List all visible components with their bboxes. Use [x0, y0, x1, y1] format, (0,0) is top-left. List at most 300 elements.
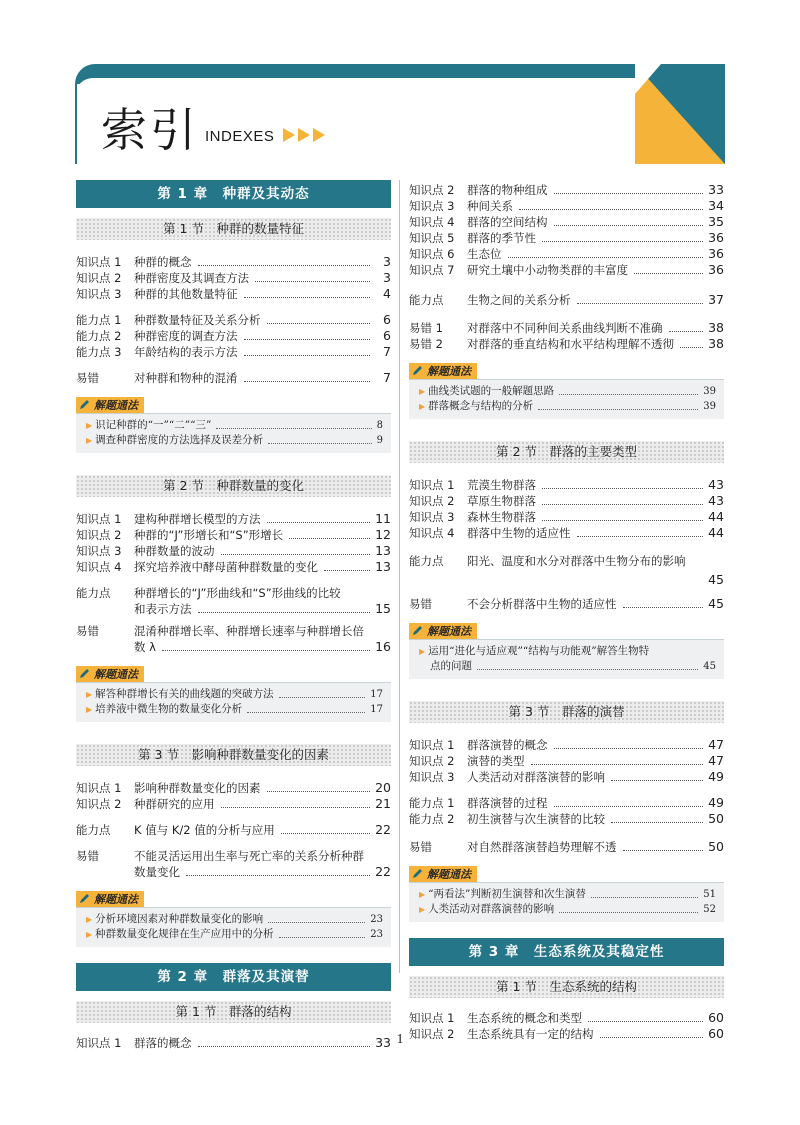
page-ref: 45 — [708, 596, 724, 611]
page-ref: 21 — [375, 796, 391, 811]
page-ref: 39 — [703, 401, 716, 412]
toc-entry[interactable] — [76, 328, 391, 344]
solution-item[interactable] — [86, 702, 383, 717]
entry-key: 知识点 1 — [76, 512, 122, 526]
toc-entry[interactable] — [76, 796, 391, 812]
entry-title: 研究土壤中小动物类群的丰富度 — [467, 263, 628, 277]
toc-entry[interactable] — [409, 795, 724, 811]
page-ref: 17 — [370, 704, 383, 715]
toc-entry[interactable] — [76, 344, 391, 360]
leader-dots — [611, 822, 703, 823]
solution-methods-label — [76, 666, 144, 682]
entry-key: 能力点 — [409, 293, 444, 307]
page-ref: 16 — [375, 639, 391, 654]
toc-entry[interactable] — [409, 214, 724, 230]
page-ref: 47 — [708, 753, 724, 768]
leader-dots — [542, 241, 703, 242]
toc-entry[interactable] — [409, 246, 724, 262]
toc-group — [76, 780, 391, 812]
section-heading: 第 2 节 群落的主要类型 — [409, 441, 724, 463]
leader-dots — [577, 536, 704, 537]
entry-key: 知识点 1 — [76, 255, 122, 269]
entry-title: 影响种群数量变化的因素 — [134, 781, 261, 795]
toc-entry[interactable] — [409, 811, 724, 827]
solution-label-text: 解题通法 — [94, 668, 138, 681]
solution-methods-block — [76, 888, 391, 947]
page-ref: 23 — [370, 914, 383, 925]
entry-title: 探究培养液中酵母菌种群数量的变化 — [134, 560, 318, 574]
toc-entry[interactable] — [76, 848, 391, 880]
entry-key: 能力点 1 — [409, 796, 455, 810]
bullet-triangle-icon: ▶ — [419, 905, 426, 914]
toc-entry[interactable] — [409, 292, 724, 308]
toc-entry[interactable] — [409, 493, 724, 509]
bullet-triangle-icon: ▶ — [419, 647, 426, 656]
solution-methods-block — [409, 360, 724, 419]
header-left-rule — [75, 84, 77, 164]
solution-item[interactable] — [419, 887, 716, 902]
toc-entry[interactable] — [409, 553, 724, 588]
entry-title: 不能灵活运用出生率与死亡率的关系分析种群 — [134, 849, 364, 863]
page-number: 1 — [396, 1032, 404, 1047]
leader-dots — [244, 297, 371, 298]
entry-title: 种群的“J”形增长和“S”形增长 — [134, 528, 284, 542]
page-ref: 13 — [375, 543, 391, 558]
entry-key: 能力点 3 — [76, 345, 122, 359]
solution-methods-list — [76, 682, 391, 722]
bullet-triangle-icon: ▶ — [86, 421, 93, 430]
leader-dots — [634, 273, 703, 274]
page-ref: 20 — [375, 780, 391, 795]
entry-title: 种间关系 — [467, 199, 513, 213]
entry-title: 混淆种群增长率、种群增长速率与种群增长倍 — [134, 624, 364, 638]
entry-title: 群落演替的过程 — [467, 796, 548, 810]
solution-label-text: 解题通法 — [427, 868, 471, 881]
solution-item[interactable] — [86, 927, 383, 942]
toc-entry[interactable] — [76, 623, 391, 655]
entry-key: 易错 2 — [409, 337, 443, 351]
entry-title: 对自然群落演替趋势理解不透 — [467, 840, 617, 854]
leader-dots — [216, 428, 371, 429]
entry-title: 生态系统具有一定的结构 — [467, 1027, 594, 1041]
toc-entry[interactable] — [409, 230, 724, 246]
solution-methods-block — [76, 394, 391, 453]
solution-title: 种群数量变化规律在生产应用中的分析 — [95, 928, 274, 940]
page-ref: 43 — [708, 493, 724, 508]
leader-dots — [279, 937, 366, 938]
solution-label-text: 解题通法 — [427, 625, 471, 638]
entry-key: 知识点 3 — [409, 510, 455, 524]
toc-entry[interactable] — [76, 543, 391, 559]
leader-dots — [559, 394, 698, 395]
bullet-triangle-icon: ▶ — [419, 387, 426, 396]
entry-title: 对群落中不同种间关系曲线判断不准确 — [467, 321, 663, 335]
leader-dots — [542, 520, 703, 521]
toc-entry[interactable] — [409, 320, 724, 336]
leader-dots — [244, 355, 371, 356]
toc-entry[interactable] — [76, 527, 391, 543]
entry-key: 能力点 2 — [409, 812, 455, 826]
leader-dots — [279, 697, 366, 698]
bullet-triangle-icon: ▶ — [419, 402, 426, 411]
bullet-triangle-icon: ▶ — [86, 690, 93, 699]
leader-dots — [577, 303, 704, 304]
page-ref: 11 — [375, 511, 391, 526]
toc-group — [409, 737, 724, 785]
solution-title: 曲线类试题的一般解题思路 — [428, 385, 555, 397]
entry-key: 知识点 2 — [76, 271, 122, 285]
page-ref: 6 — [383, 312, 391, 327]
leader-dots — [268, 922, 365, 923]
entry-key: 知识点 5 — [409, 231, 455, 245]
page-ref: 3 — [383, 254, 391, 269]
section-heading: 第 1 节 生态系统的结构 — [409, 976, 724, 998]
toc-entry[interactable] — [409, 839, 724, 855]
leader-dots — [244, 339, 371, 340]
entry-key: 能力点 — [76, 823, 111, 837]
index-header — [75, 64, 725, 164]
toc-entry[interactable] — [76, 511, 391, 527]
entry-key: 知识点 2 — [409, 494, 455, 508]
entry-title: 生态位 — [467, 247, 502, 261]
page-ref: 43 — [708, 477, 724, 492]
leader-dots — [554, 748, 704, 749]
page-ref: 44 — [708, 525, 724, 540]
leader-dots — [477, 669, 698, 670]
page-title-english: INDEXES — [205, 128, 275, 145]
solution-methods-block — [409, 863, 724, 922]
toc-entry[interactable] — [409, 737, 724, 753]
pencil-icon — [412, 868, 423, 879]
section-heading: 第 3 节 影响种群数量变化的因素 — [76, 744, 391, 766]
toc-entry[interactable] — [409, 596, 724, 612]
entry-key: 易错 1 — [409, 321, 443, 335]
entry-key: 知识点 1 — [409, 478, 455, 492]
pencil-icon — [79, 399, 90, 410]
page-ref: 17 — [370, 689, 383, 700]
entry-title: K 值与 K/2 值的分析与应用 — [134, 823, 275, 837]
entry-key: 知识点 2 — [409, 183, 455, 197]
solution-title: 群落概念与结构的分析 — [428, 400, 534, 412]
leader-dots — [554, 806, 704, 807]
entry-title: 种群的其他数量特征 — [134, 287, 238, 301]
entry-title: 对种群和物种的混淆 — [134, 371, 238, 385]
entry-title: 群落的物种组成 — [467, 183, 548, 197]
page-ref: 60 — [708, 1026, 724, 1041]
entry-title: 生物之间的关系分析 — [467, 293, 571, 307]
entry-key: 能力点 — [409, 554, 444, 568]
solution-item[interactable] — [86, 687, 383, 702]
entry-title-cont: 和表示方法 — [134, 602, 192, 616]
right-column — [409, 182, 724, 1042]
leader-dots — [267, 323, 371, 324]
entry-title: 种群增长的“J”形曲线和“S”形曲线的比较 — [134, 586, 341, 600]
entry-key: 知识点 2 — [409, 1027, 455, 1041]
bullet-triangle-icon: ▶ — [419, 890, 426, 899]
page-ref: 60 — [708, 1010, 724, 1025]
toc-group — [409, 182, 724, 278]
page-ref: 12 — [375, 527, 391, 542]
toc-entry[interactable] — [76, 780, 391, 796]
entry-title: 不会分析群落中生物的适应性 — [467, 597, 617, 611]
page-ref: 22 — [375, 864, 391, 879]
entry-title: 群落的季节性 — [467, 231, 536, 245]
toc-group — [409, 477, 724, 541]
page-ref: 36 — [708, 246, 724, 261]
solution-title: 人类活动对群落演替的影响 — [428, 903, 555, 915]
page-ref: 36 — [708, 230, 724, 245]
leader-dots — [669, 331, 704, 332]
leader-dots — [588, 1021, 703, 1022]
entry-key: 知识点 2 — [409, 754, 455, 768]
pencil-icon — [412, 625, 423, 636]
solution-item[interactable] — [419, 902, 716, 917]
entry-title: 种群的概念 — [134, 255, 192, 269]
leader-dots — [591, 897, 698, 898]
solution-methods-list — [409, 882, 724, 922]
leader-dots — [221, 554, 371, 555]
page-ref: 36 — [708, 262, 724, 277]
entry-key: 易错 — [76, 371, 99, 385]
toc-entry[interactable] — [76, 370, 391, 386]
entry-key: 能力点 1 — [76, 313, 122, 327]
entry-title: 对群落的垂直结构和水平结构理解不透彻 — [467, 337, 674, 351]
solution-methods-block — [409, 620, 724, 679]
page-ref: 3 — [383, 270, 391, 285]
page-ref: 39 — [703, 386, 716, 397]
entry-key: 知识点 2 — [76, 528, 122, 542]
solution-methods-list — [409, 639, 724, 679]
solution-methods-label — [409, 866, 477, 882]
entry-title: 群落的概念 — [134, 1036, 192, 1050]
triple-right-arrow-icon — [283, 128, 327, 142]
section-heading: 第 1 节 种群的数量特征 — [76, 218, 391, 240]
solution-item[interactable] — [419, 384, 716, 399]
entry-key: 知识点 4 — [409, 215, 455, 229]
solution-methods-label — [409, 363, 477, 379]
solution-title: 运用“进化与适应观”“结构与功能观”解答生物特 — [428, 645, 650, 657]
toc-entry[interactable] — [76, 822, 391, 838]
page-ref: 44 — [708, 509, 724, 524]
solution-title: 分析环境因素对种群数量变化的影响 — [95, 913, 264, 925]
bullet-triangle-icon: ▶ — [86, 436, 93, 445]
chapter-heading: 第 3 章 生态系统及其稳定性 — [409, 938, 724, 966]
entry-title: 草原生物群落 — [467, 494, 536, 508]
leader-dots — [244, 381, 371, 382]
corner-decoration-icon — [635, 64, 725, 164]
entry-key: 知识点 1 — [409, 1011, 455, 1025]
entry-title: 种群密度的调查方法 — [134, 329, 238, 343]
entry-key: 易错 — [409, 840, 432, 854]
page-ref: 6 — [383, 328, 391, 343]
leader-dots — [554, 193, 704, 194]
leader-dots — [268, 443, 371, 444]
page-ref: 49 — [708, 769, 724, 784]
leader-dots — [623, 607, 704, 608]
toc-entry[interactable] — [76, 270, 391, 286]
page-ref: 38 — [708, 320, 724, 335]
solution-methods-list — [76, 907, 391, 947]
toc-entry[interactable] — [409, 1010, 724, 1026]
leader-dots — [281, 833, 370, 834]
toc-entry[interactable] — [409, 509, 724, 525]
solution-label-text: 解题通法 — [94, 893, 138, 906]
section-heading: 第 3 节 群落的演替 — [409, 701, 724, 723]
toc-entry[interactable] — [409, 198, 724, 214]
solution-item[interactable] — [419, 644, 716, 674]
entry-title: 群落的空间结构 — [467, 215, 548, 229]
entry-key: 知识点 3 — [409, 770, 455, 784]
solution-methods-label — [76, 397, 144, 413]
page-ref: 45 — [708, 572, 724, 587]
page-ref: 4 — [383, 286, 391, 301]
leader-dots — [538, 409, 698, 410]
entry-key: 易错 — [76, 624, 99, 638]
toc-entry[interactable] — [409, 477, 724, 493]
entry-key: 知识点 6 — [409, 247, 455, 261]
leader-dots — [324, 570, 370, 571]
page-ref: 15 — [375, 601, 391, 616]
entry-key: 能力点 — [76, 586, 111, 600]
entry-title: 荒漠生物群落 — [467, 478, 536, 492]
toc-entry[interactable] — [76, 312, 391, 328]
entry-title-cont: 数量变化 — [134, 865, 180, 879]
leader-dots — [247, 712, 365, 713]
page-ref: 50 — [708, 811, 724, 826]
toc-entry[interactable] — [409, 336, 724, 352]
leader-dots — [508, 257, 704, 258]
entry-key: 知识点 3 — [76, 544, 122, 558]
entry-key: 知识点 1 — [76, 1036, 122, 1050]
leader-dots — [267, 522, 371, 523]
solution-label-text: 解题通法 — [427, 365, 471, 378]
page-ref: 33 — [375, 1035, 391, 1050]
leader-dots — [623, 850, 704, 851]
chapter-heading: 第 2 章 群落及其演替 — [76, 963, 391, 991]
page-ref: 47 — [708, 737, 724, 752]
toc-entry[interactable] — [76, 559, 391, 575]
entry-title: 人类活动对群落演替的影响 — [467, 770, 605, 784]
leader-dots — [289, 538, 370, 539]
toc-group — [76, 312, 391, 360]
column-divider — [399, 180, 400, 973]
leader-dots — [519, 209, 703, 210]
bullet-triangle-icon: ▶ — [86, 915, 93, 924]
solution-item[interactable] — [419, 399, 716, 414]
solution-title: 解答种群增长有关的曲线题的突破方法 — [95, 688, 274, 700]
leader-dots — [559, 912, 698, 913]
toc-group — [409, 795, 724, 827]
entry-key: 易错 — [76, 849, 99, 863]
leader-dots — [162, 650, 370, 651]
entry-key: 知识点 3 — [76, 287, 122, 301]
page-ref: 34 — [708, 198, 724, 213]
toc-group — [76, 511, 391, 575]
toc-entry[interactable] — [76, 286, 391, 302]
entry-title: 生态系统的概念和类型 — [467, 1011, 582, 1025]
entry-title: 群落演替的概念 — [467, 738, 548, 752]
solution-title: “两看法”判断初生演替和次生演替 — [428, 888, 586, 900]
page-ref: 35 — [708, 214, 724, 229]
page-ref: 45 — [703, 661, 716, 672]
page-ref: 8 — [376, 420, 383, 431]
entry-title: 种群数量特征及关系分析 — [134, 313, 261, 327]
chapter-heading: 第 1 章 种群及其动态 — [76, 180, 391, 208]
entry-key: 知识点 4 — [409, 526, 455, 540]
solution-item[interactable] — [86, 912, 383, 927]
leader-dots — [542, 504, 703, 505]
page-ref: 38 — [708, 336, 724, 351]
entry-key: 知识点 4 — [76, 560, 122, 574]
page-ref: 13 — [375, 559, 391, 574]
toc-entry[interactable] — [76, 585, 391, 617]
toc-entry[interactable] — [409, 525, 724, 541]
page-ref: 7 — [383, 344, 391, 359]
entry-title: 群落中生物的适应性 — [467, 526, 571, 540]
solution-item[interactable] — [86, 418, 383, 433]
page-title: 索引 — [101, 103, 199, 157]
page-ref: 51 — [703, 889, 716, 900]
leader-dots — [255, 281, 370, 282]
entry-title-cont: 数 λ — [134, 640, 156, 654]
page-ref: 9 — [376, 435, 383, 446]
entry-title: 建构种群增长模型的方法 — [134, 512, 261, 526]
entry-key: 知识点 1 — [409, 738, 455, 752]
page-ref: 33 — [708, 182, 724, 197]
solution-methods-label — [409, 623, 477, 639]
section-heading: 第 2 节 种群数量的变化 — [76, 475, 391, 497]
bullet-triangle-icon: ▶ — [86, 930, 93, 939]
leader-dots — [198, 612, 371, 613]
leader-dots — [267, 791, 371, 792]
entry-key: 知识点 1 — [76, 781, 122, 795]
entry-key: 知识点 2 — [76, 797, 122, 811]
leader-dots — [531, 764, 704, 765]
solution-methods-list — [409, 379, 724, 419]
entry-title: 阳光、温度和水分对群落中生物分布的影响 — [467, 554, 686, 568]
leader-dots — [542, 488, 703, 489]
toc-entry[interactable] — [409, 753, 724, 769]
solution-item[interactable] — [86, 433, 383, 448]
pencil-icon — [79, 668, 90, 679]
entry-title: 森林生物群落 — [467, 510, 536, 524]
toc-entry[interactable] — [409, 262, 724, 278]
entry-title: 年龄结构的表示方法 — [134, 345, 238, 359]
solution-title: 培养液中微生物的数量变化分析 — [95, 703, 243, 715]
page-ref: 7 — [383, 370, 391, 385]
leader-dots — [198, 265, 371, 266]
entry-title: 种群数量的波动 — [134, 544, 215, 558]
page-ref: 37 — [708, 292, 724, 307]
toc-entry[interactable] — [409, 769, 724, 785]
toc-entry[interactable] — [409, 182, 724, 198]
entry-title: 种群密度及其调查方法 — [134, 271, 249, 285]
pencil-icon — [412, 365, 423, 376]
page-ref: 22 — [375, 822, 391, 837]
entry-key: 知识点 7 — [409, 263, 455, 277]
section-heading: 第 1 节 群落的结构 — [76, 1001, 391, 1023]
page-ref: 49 — [708, 795, 724, 810]
toc-entry[interactable] — [76, 254, 391, 270]
leader-dots — [221, 807, 371, 808]
solution-title-cont: 点的问题 — [430, 660, 472, 672]
leader-dots — [554, 225, 704, 226]
solution-methods-label — [76, 891, 144, 907]
page-ref: 52 — [703, 904, 716, 915]
left-column — [76, 180, 391, 1051]
entry-key: 易错 — [409, 597, 432, 611]
entry-title: 演替的类型 — [467, 754, 525, 768]
